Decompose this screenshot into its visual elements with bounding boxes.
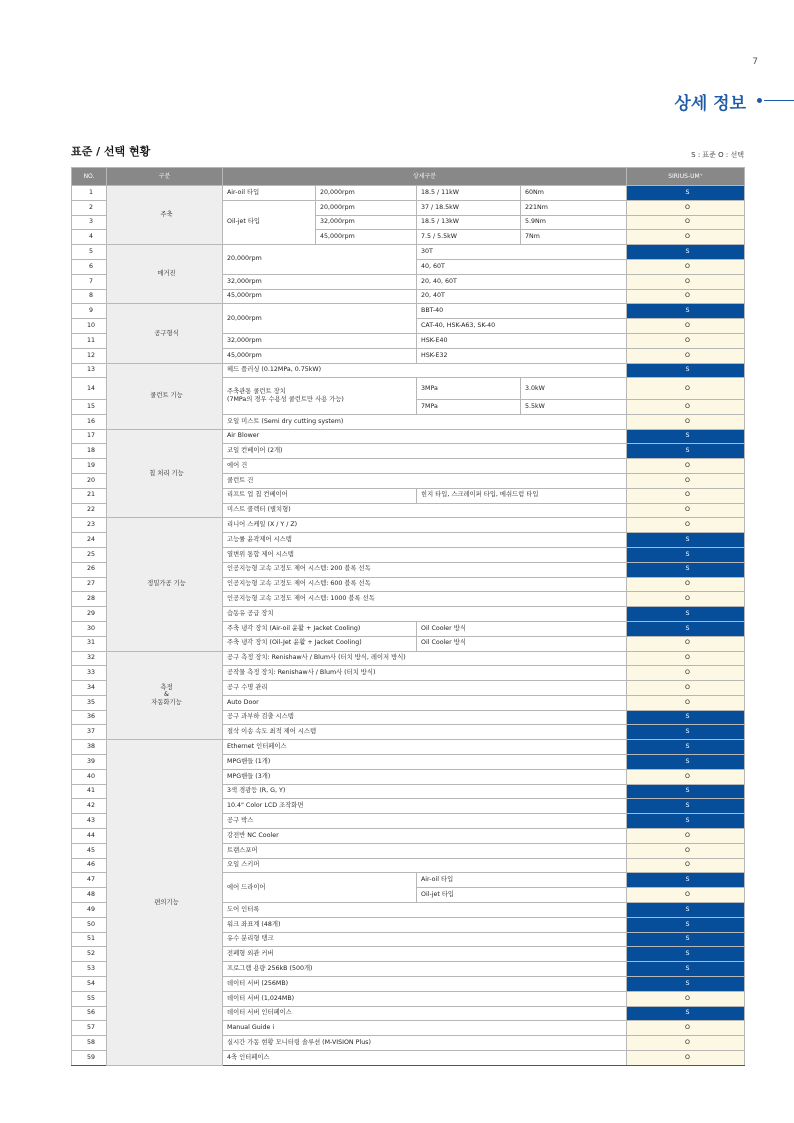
row-number: 57 [72,1021,107,1036]
detail-cell: Air-oil 타입 [417,873,627,888]
row-number: 13 [72,363,107,378]
detail-cell: Oil-jet 타입 [417,888,627,903]
detail-cell: Oil-jet 타입 [223,200,316,244]
category-cell: 쿨런트 기능 [107,363,223,429]
detail-cell: 20,000rpm [316,200,417,215]
standard-mark: S [627,932,745,947]
standard-mark: S [627,903,745,918]
standard-mark: S [627,814,745,829]
detail-cell: Manual Guide i [223,1021,627,1036]
option-mark: O [627,333,745,348]
category-cell: 공구형식 [107,304,223,363]
detail-cell: 에어 드라이어 [223,873,417,903]
detail-cell: 32,000rpm [316,215,417,230]
detail-cell: 주축 냉각 장치 (Air-oil 윤활 + Jacket Cooling) [223,621,417,636]
row-number: 28 [72,592,107,607]
detail-cell: Air Blower [223,429,627,444]
standard-mark: S [627,607,745,622]
option-mark: O [627,215,745,230]
option-mark: O [627,414,745,429]
category-cell: 주축 [107,186,223,245]
row-number: 55 [72,991,107,1006]
standard-mark: S [627,799,745,814]
row-number: 31 [72,636,107,651]
detail-cell: Air-oil 타입 [223,186,316,201]
row-number: 30 [72,621,107,636]
table-row [72,651,745,666]
detail-cell: 열변위 통합 제어 시스템 [223,547,627,562]
row-number: 12 [72,348,107,363]
row-number: 26 [72,562,107,577]
detail-cell: 221Nm [521,200,627,215]
standard-mark: S [627,1006,745,1021]
detail-cell: CAT-40, HSK-A63, SK-40 [417,319,627,334]
detail-cell: 도어 인터록 [223,903,627,918]
standard-mark: S [627,621,745,636]
option-mark: O [627,666,745,681]
option-mark: O [627,473,745,488]
option-mark: O [627,829,745,844]
row-number: 37 [72,725,107,740]
table-body [72,186,745,1066]
row-number: 29 [72,607,107,622]
detail-cell: 5.5kW [521,399,627,414]
detail-cell: 유수 분리형 탱크 [223,932,627,947]
option-mark: O [627,230,745,245]
option-mark: O [627,503,745,518]
option-mark: O [627,592,745,607]
detail-cell: 오일 스키머 [223,858,627,873]
detail-cell: 7MPa [417,399,521,414]
table-row [72,518,745,533]
detail-cell: 40, 60T [417,259,627,274]
detail-cell: HSK-E32 [417,348,627,363]
detail-cell: 에어 건 [223,459,627,474]
option-mark: O [627,200,745,215]
option-mark: O [627,348,745,363]
row-number: 27 [72,577,107,592]
row-number: 49 [72,903,107,918]
row-number: 4 [72,230,107,245]
header-no: NO. [72,168,107,186]
standard-mark: S [627,784,745,799]
detail-cell: 인공지능형 고속 고정도 제어 시스템: 1000 블록 선독 [223,592,627,607]
option-mark: O [627,769,745,784]
row-number: 34 [72,681,107,696]
category-cell: 매거진 [107,245,223,304]
standard-mark: S [627,947,745,962]
table-row [72,429,745,444]
detail-cell: MPG핸들 (1개) [223,755,627,770]
row-number: 7 [72,274,107,289]
row-number: 19 [72,459,107,474]
option-mark: O [627,399,745,414]
row-number: 8 [72,289,107,304]
detail-cell: 강전반 NC Cooler [223,829,627,844]
detail-cell: 3.0kW [521,378,627,400]
detail-cell: 주축 냉각 장치 (Oil-Jet 윤활 + Jacket Cooling) [223,636,417,651]
standard-mark: S [627,755,745,770]
row-number: 35 [72,695,107,710]
standard-mark: S [627,917,745,932]
detail-cell: 37 / 18.5kW [417,200,521,215]
row-number: 25 [72,547,107,562]
detail-cell: 공작물 측정 장치: Renishaw사 / Blum사 (터치 방식) [223,666,627,681]
detail-cell: 공구 측정 장치: Renishaw사 / Blum사 (터치 방식, 레이저 방식) [223,651,627,666]
row-number: 52 [72,947,107,962]
detail-cell: 32,000rpm [223,333,417,348]
row-number: 15 [72,399,107,414]
detail-cell: 쿨런트 건 [223,473,627,488]
header-model: SIRIUS-UM⁺ [627,168,745,186]
option-mark: O [627,1036,745,1051]
table-row [72,186,745,201]
option-mark: O [627,274,745,289]
detail-cell: 20, 40, 60T [417,274,627,289]
row-number: 23 [72,518,107,533]
detail-cell: 데이터 서버 (1,024MB) [223,991,627,1006]
detail-cell: 5.9Nm [521,215,627,230]
detail-cell: 코일 컨베이어 (2개) [223,444,627,459]
row-number: 21 [72,488,107,503]
detail-cell: 공구 과부하 검출 시스템 [223,710,627,725]
title-bullet-icon [757,98,762,103]
detail-cell: Auto Door [223,695,627,710]
option-mark: O [627,1051,745,1066]
standard-mark: S [627,245,745,260]
row-number: 38 [72,740,107,755]
page-number: 7 [752,57,758,67]
option-mark: O [627,991,745,1006]
row-number: 9 [72,304,107,319]
standard-mark: S [627,186,745,201]
row-number: 32 [72,651,107,666]
row-number: 17 [72,429,107,444]
standard-mark: S [627,304,745,319]
row-number: 36 [72,710,107,725]
row-number: 2 [72,200,107,215]
document-title: 표준 / 선택 현황 [71,145,151,158]
row-number: 39 [72,755,107,770]
category-cell: 칩 처리 기능 [107,429,223,518]
row-number: 54 [72,977,107,992]
option-mark: O [627,289,745,304]
header-category: 구분 [107,168,223,186]
detail-cell: 30T [417,245,627,260]
option-mark: O [627,1021,745,1036]
row-number: 3 [72,215,107,230]
detail-cell: 헤드 플러싱 (0.12MPa, 0.75kW) [223,363,627,378]
detail-cell: 리니어 스케일 (X / Y / Z) [223,518,627,533]
detail-cell: 20, 40T [417,289,627,304]
row-number: 22 [72,503,107,518]
detail-cell: MPG핸들 (3개) [223,769,627,784]
detail-cell: 실시간 가동 현황 모니터링 솔루션 (M-VISION Plus) [223,1036,627,1051]
detail-cell: 18.5 / 11kW [417,186,521,201]
option-mark: O [627,577,745,592]
detail-cell: HSK-E40 [417,333,627,348]
standard-mark: S [627,444,745,459]
row-number: 48 [72,888,107,903]
detail-cell: 7.5 / 5.5kW [417,230,521,245]
row-number: 24 [72,533,107,548]
row-number: 1 [72,186,107,201]
row-number: 51 [72,932,107,947]
row-number: 10 [72,319,107,334]
title-rule [764,100,794,101]
table-row [72,304,745,319]
detail-cell: 45,000rpm [223,348,417,363]
row-number: 43 [72,814,107,829]
option-mark: O [627,488,745,503]
detail-cell: 트랜스포머 [223,843,627,858]
row-number: 50 [72,917,107,932]
detail-cell: 공구 수명 관리 [223,681,627,696]
standard-mark: S [627,962,745,977]
detail-cell: 3MPa [417,378,521,400]
row-number: 40 [72,769,107,784]
detail-cell: 45,000rpm [223,289,417,304]
row-number: 41 [72,784,107,799]
option-mark: O [627,858,745,873]
detail-cell: 주축관통 쿨런트 장치 (7MPa의 경우 수용성 쿨런트만 사용 가능) [223,378,417,414]
standard-mark: S [627,873,745,888]
detail-cell: 32,000rpm [223,274,417,289]
detail-cell: Oil Cooler 방식 [417,621,627,636]
detail-cell: 프로그램 용량 256kB (500개) [223,962,627,977]
detail-cell: 3색 경광등 (R, G, Y) [223,784,627,799]
spec-table [71,167,745,1066]
legend: S : 표준 O : 선택 [691,151,744,159]
detail-cell: 오일 미스트 (Semi dry cutting system) [223,414,627,429]
detail-cell: 미스트 콜렉터 (별치형) [223,503,627,518]
option-mark: O [627,459,745,474]
option-mark: O [627,651,745,666]
option-mark: O [627,888,745,903]
standard-mark: S [627,547,745,562]
detail-cell: 4축 인터페이스 [223,1051,627,1066]
detail-cell: 절삭 이송 속도 최적 제어 시스템 [223,725,627,740]
option-mark: O [627,681,745,696]
row-number: 11 [72,333,107,348]
option-mark: O [627,843,745,858]
category-cell: 측정 & 자동화기능 [107,651,223,740]
standard-mark: S [627,533,745,548]
row-number: 18 [72,444,107,459]
option-mark: O [627,695,745,710]
detail-cell: 고능률 윤곽제어 시스템 [223,533,627,548]
option-mark: O [627,378,745,400]
standard-mark: S [627,740,745,755]
option-mark: O [627,636,745,651]
detail-cell: 워크 좌표계 (48개) [223,917,627,932]
row-number: 46 [72,858,107,873]
detail-cell: 20,000rpm [223,304,417,334]
row-number: 16 [72,414,107,429]
row-number: 56 [72,1006,107,1021]
table-row [72,363,745,378]
standard-mark: S [627,363,745,378]
category-cell: 편의기능 [107,740,223,1066]
row-number: 33 [72,666,107,681]
option-mark: O [627,319,745,334]
row-number: 6 [72,259,107,274]
row-number: 20 [72,473,107,488]
detail-cell: 20,000rpm [316,186,417,201]
table-row [72,245,745,260]
row-number: 42 [72,799,107,814]
detail-cell: 인공지능형 고속 고정도 제어 시스템: 600 블록 선독 [223,577,627,592]
section-title: 상세 정보 [674,94,746,114]
standard-mark: S [627,977,745,992]
detail-cell: 60Nm [521,186,627,201]
detail-cell: 데이터 서버 인터페이스 [223,1006,627,1021]
row-number: 47 [72,873,107,888]
standard-mark: S [627,562,745,577]
detail-cell: 전폐형 외관 커버 [223,947,627,962]
row-number: 59 [72,1051,107,1066]
detail-cell: 힌지 타입, 스크레이퍼 타입, 메쉬드럼 타입 [417,488,627,503]
detail-cell: 공구 박스 [223,814,627,829]
detail-cell: BBT-40 [417,304,627,319]
detail-cell: 인공지능형 고속 고정도 제어 시스템: 200 블록 선독 [223,562,627,577]
option-mark: O [627,259,745,274]
detail-cell: Oil Cooler 방식 [417,636,627,651]
row-number: 44 [72,829,107,844]
detail-cell: 45,000rpm [316,230,417,245]
row-number: 58 [72,1036,107,1051]
detail-cell: 7Nm [521,230,627,245]
table-row [72,740,745,755]
detail-cell: 10.4" Color LCD 조작화면 [223,799,627,814]
table-header-row [72,168,745,186]
standard-mark: S [627,710,745,725]
standard-mark: S [627,429,745,444]
detail-cell: 습동유 공급 장치 [223,607,627,622]
detail-cell: 데이터 서버 (256MB) [223,977,627,992]
header-detail: 상세구분 [223,168,627,186]
category-cell: 정밀가공 기능 [107,518,223,651]
detail-cell: 리프트 업 칩 컨베이어 [223,488,417,503]
row-number: 45 [72,843,107,858]
row-number: 53 [72,962,107,977]
detail-cell: 18.5 / 13kW [417,215,521,230]
standard-mark: S [627,725,745,740]
row-number: 5 [72,245,107,260]
detail-cell: Ethernet 인터페이스 [223,740,627,755]
option-mark: O [627,518,745,533]
row-number: 14 [72,378,107,400]
detail-cell: 20,000rpm [223,245,417,275]
